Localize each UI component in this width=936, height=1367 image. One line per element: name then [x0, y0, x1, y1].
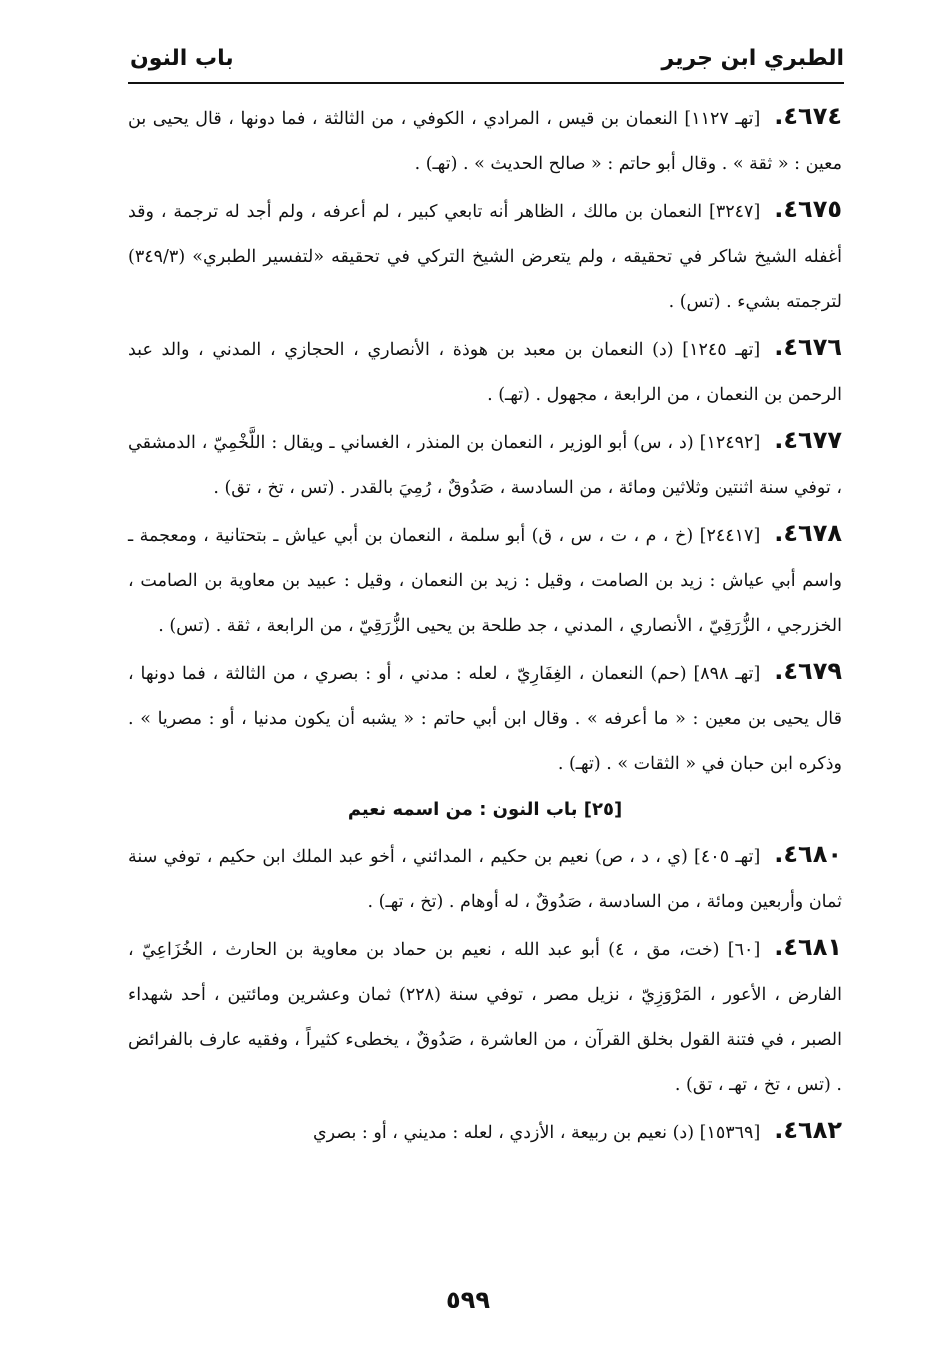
- entry-number: ٤٦٧٧.: [774, 426, 842, 454]
- entry-4678: [128, 511, 842, 649]
- entry-4677: [128, 418, 842, 511]
- entry-text: [تهـ ٨٩٨] (حم) النعمان ، الغِفَارِيّ ، لعله : مدني ، أو : بصري ، من الثالثة ، فما دونها ، قال يحيى بن معين : « ما أعرفه » . وقال ابن أبي حاتم : « يشبه أن يكون مدنيا ، أو : مصريا » . وذكره ابن حبان في « الثقات » . (تهـ) .: [128, 664, 842, 774]
- entry-text: [١٥٣٦٩] (د) نعيم بن ربيعة ، الأزدي ، لعله : مديني ، أو : بصري: [312, 1123, 761, 1143]
- header-chapter: باب النون: [130, 45, 234, 71]
- entry-number: ٤٦٧٤.: [774, 102, 842, 130]
- entry-number: ٤٦٨٢.: [774, 1116, 842, 1144]
- entry-number: ٤٦٧٦.: [774, 333, 842, 361]
- entry-number: ٤٦٧٨.: [774, 519, 842, 547]
- entry-number: ٤٦٨١.: [774, 933, 842, 961]
- entry-text: [٣٢٤٧] النعمان بن مالك ، الظاهر أنه تابعي كبير ، لم أعرفه ، ولم أجد له ترجمة ، وقد أغفله الشيخ شاكر في تحقيقه ، ولم يتعرض الشيخ التركي في تحقيقه «لتفسير الطبري» (٣٤٩/٣) لترجمته بشيء . (تس) .: [128, 202, 842, 312]
- header-title: الطبري ابن جرير: [661, 45, 844, 71]
- entry-text: [تهـ ٤٠٥] (ي ، د ، ص) نعيم بن حكيم ، المدائني ، أخو عبد الملك ابن حكيم ، توفي سنة ثمان وأربعين ومائة ، من السادسة ، صَدُوقٌ ، له أوهام . (تخ ، تهـ) .: [128, 847, 842, 912]
- entry-4680: [128, 832, 842, 925]
- entry-text: [٢٤٤١٧] (خ ، م ، ت ، س ، ق) أبو سلمة ، النعمان بن أبي عياش ـ بتحتانية ، ومعجمة ـ واسم أبي عياش : زيد بن الصامت ، وقيل : زيد بن النعمان ، وقيل : عبيد بن معاوية بن الصامت ، الخزرجي ، الزُّرَقِيّ ، الأنصاري ، المدني ، جد طلحة بن يحيى الزُّرَقِيّ ، من الرابعة ، ثقة . (تس) .: [128, 526, 842, 636]
- running-header: [130, 38, 844, 78]
- entry-number: ٤٦٧٩.: [774, 657, 842, 685]
- entry-number: ٤٦٧٥.: [774, 195, 842, 223]
- entry-number: ٤٦٨٠.: [774, 840, 842, 868]
- entry-4681: [128, 925, 842, 1108]
- header-divider: [128, 82, 844, 84]
- section-title: [٢٥] باب النون : من اسمه نعيم: [347, 799, 623, 820]
- entry-4679: [128, 649, 842, 787]
- entry-text: [١٢٤٩٢] (د ، س) أبو الوزير ، النعمان بن المنذر ، الغساني ـ ويقال : اللَّخْمِيّ ، الدمشقي ، توفي سنة اثنتين وثلاثين ومائة ، من السادسة ، صَدُوقٌ ، رُمِيَ بالقدر . (تس ، تخ ، تق) .: [128, 433, 842, 498]
- entry-4675: [128, 187, 842, 325]
- entry-4682: [128, 1108, 842, 1156]
- entry-4676: [128, 325, 842, 418]
- entry-text: [تهـ ١١٢٧] النعمان بن قيس ، المرادي ، الكوفي ، من الثالثة ، فما دونها ، قال يحيى بن معين : « ثقة » . وقال أبو حاتم : « صالح الحديث » . (تهـ) .: [128, 109, 842, 174]
- entry-4674: [128, 94, 842, 187]
- entry-text: [٦٠] (خت، مق ، ٤) أبو عبد الله ، نعيم بن حماد بن معاوية بن الحارث ، الخُزَاعِيّ ، الفارض ، الأعور ، المَرْوَزِيّ ، نزيل مصر ، توفي سنة (٢٢٨) ثمان وعشرين ومائتين ، أحد شهداء الصبر ، في فتنة القول بخلق القرآن ، من العاشرة ، صَدُوقٌ ، يخطىء كثيراً ، وفقيه عارف بالفرائض . (تس ، تخ ، تهـ ، تق) .: [128, 940, 842, 1095]
- entry-text: [تهـ ١٢٤٥] (د) النعمان بن معبد بن هوذة ، الأنصاري ، الحجازي ، المدني ، والد عبد الرحمن بن النعمان ، من الرابعة ، مجهول . (تهـ) .: [128, 340, 842, 405]
- page-body: [128, 94, 842, 1156]
- page-number: ٥٩٩: [446, 1286, 490, 1314]
